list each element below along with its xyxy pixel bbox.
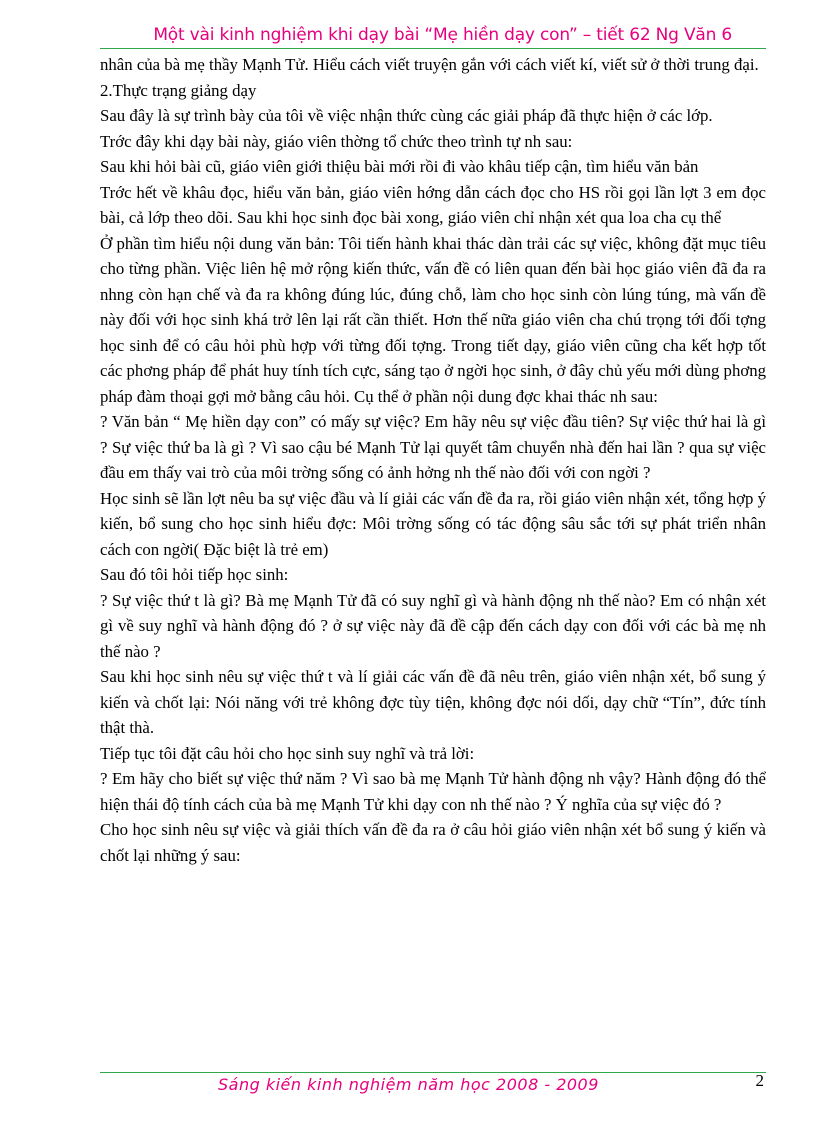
- paragraph: ? Sự việc thứ t là gì? Bà mẹ Mạnh Tử đã có suy nghĩ gì và hành động nh thế nào? Em có nhận xét gì về suy nghĩ và hành động đó ? ở sự việc này đã đề cập đến cách dạy con đối với các bà mẹ nh thế nào ?: [100, 590, 766, 661]
- paragraph: Sau đây là sự trình bày của tôi về việc nhận thức cùng các giải pháp đã thực hiện ở các lớp.: [100, 106, 713, 125]
- paragraph: Sau khi học sinh nêu sự việc thứ t và lí giải các vấn đề đã nêu trên, giáo viên nhận xét, bổ sung ý kiến và chốt lại: Nói năng với trẻ không đợc tùy tiện, không đợc nói dối, dạy chữ “Tín”, đức tính thật thà.: [100, 667, 766, 737]
- paragraph: Sau khi hỏi bài cũ, giáo viên giới thiệu bài mới rồi đi vào khâu tiếp cận, tìm hiểu văn bản: [100, 157, 699, 176]
- header-title: Một vài kinh nghiệm khi dạy bài “Mẹ hiền dạy con” – tiết 62 Ng Văn 6: [153, 25, 732, 45]
- paragraph: ? Em hãy cho biết sự việc thứ năm ? Vì sao bà mẹ Mạnh Tử hành động nh vậy? Hành động đó thể hiện thái độ tính cách của bà mẹ Mạnh Tử khi dạy con nh thế nào ? Ý nghĩa của sự việc đó ?: [100, 769, 766, 814]
- page-number: 2: [755, 1071, 764, 1090]
- paragraph: nhân của bà mẹ thầy Mạnh Tử. Hiểu cách viết truyện gắn với cách viết kí, viết sử ở thời trung đại.: [100, 55, 759, 74]
- page-footer: [100, 1072, 766, 1103]
- paragraph: ? Văn bản “ Mẹ hiền dạy con” có mấy sự việc? Em hãy nêu sự việc đầu tiên? Sự việc thứ hai là gì ? Sự việc thứ ba là gì ? Vì sao cậu bé Mạnh Tử lại quyết tâm chuyển nhà đến hai lần ? qua sự việc đầu em thấy vai trò của môi trờng sống có ảnh hởng nh thế nào đối với con ngời ?: [100, 412, 766, 482]
- paragraph: Trớc hết về khâu đọc, hiểu văn bản, giáo viên hớng dẫn cách đọc cho HS rồi gọi lần lợt 3 em đọc bài, cả lớp theo dõi. Sau khi học sinh đọc bài xong, giáo viên chỉ nhận xét qua loa cha cụ thể: [100, 182, 766, 227]
- paragraph: Cho học sinh nêu sự việc và giải thích vấn đề đa ra ở câu hỏi giáo viên nhận xét bổ sung ý kiến và chốt lại những ý sau:: [100, 820, 766, 865]
- paragraph: Trớc đây khi dạy bài này, giáo viên thờng tổ chức theo trình tự nh sau:: [100, 131, 573, 151]
- paragraph: Ở phần tìm hiểu nội dung văn bản: Tôi tiến hành khai thác dàn trải các sự việc, không đặt mục tiêu cho từng phần. Việc liên hệ mở rộng kiến thức, vấn đề có liên quan đến bài học giáo viên đã đa ra nhng còn hạn chế và đa ra không đúng lúc, đúng chỗ, làm cho học sinh còn lúng túng, mà vấn đề này đối với học sinh khá trở lên lại rất cần thiết. Hơn thế nữa giáo viên cha chú trọng tới đối tợng học sinh để có câu hỏi phù hợp với từng đối tợng. Trong tiết dạy, giáo viên cũng cha kết hợp tốt các phơng pháp để phát huy tính tích cực, sáng tạo ở ngời học sinh, ở đây chủ yếu mới dùng phơng pháp đàm thoại gợi mở bằng câu hỏi. Cụ thể ở phần nội dung đợc khai thác nh sau:: [100, 233, 766, 406]
- paragraph: Học sinh sẽ lần lợt nêu ba sự việc đầu và lí giải các vấn đề đa ra, rồi giáo viên nhận xét, tổng hợp ý kiến, bổ sung cho học sinh hiểu đợc: Môi trờng sống có tác động sâu sắc tới sự phát triển nhân cách con ngời( Đặc biệt là trẻ em): [100, 488, 766, 559]
- footer-text: Sáng kiến kinh nghiệm năm học 2008 - 2009: [218, 1075, 599, 1094]
- page-header: [100, 22, 766, 49]
- paragraph: Tiếp tục tôi đặt câu hỏi cho học sinh suy nghĩ và trả lời:: [100, 743, 475, 763]
- paragraph: Sau đó tôi hỏi tiếp học sinh:: [100, 565, 289, 584]
- document-body: [100, 52, 766, 868]
- section-heading: 2.Thực trạng giảng dạy: [100, 80, 257, 100]
